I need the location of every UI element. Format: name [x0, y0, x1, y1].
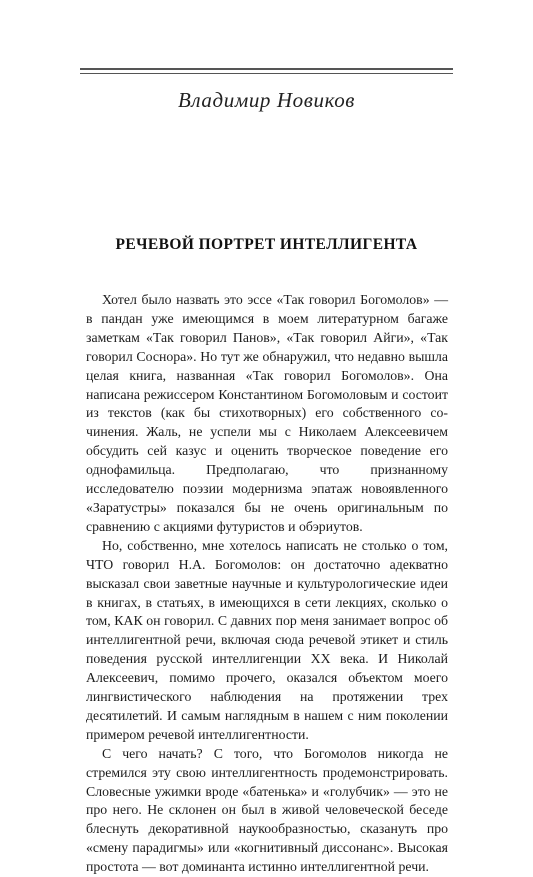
paragraph: Но, собственно, мне хотелось написать не столько о том, ЧТО говорил Н.А. Богомолов: он достаточно адекватно высказал свои заветные научные и культурологические идеи в книгах, в статьях, в имеющихся в сети лекциях, сколько о том, КАК он говорил. С давних пор меня занимает вопрос об интеллигентной речи, включая сюда речевой этикет и стиль поведения русской интеллигенции XX века. И Николай Алексеевич, помимо прочего, оказался объектом моего лингвистического наблюдения на протяжении трех десятилетий. И самым наглядным в нашем с ним поколении примером речевой интеллигентности. — [86, 537, 448, 742]
header-rule-thin — [80, 73, 453, 74]
paragraph: Хотел было назвать это эссе «Так говорил Богомолов» — в пандан уже имеющимся в моем литературном багаже заметкам «Так говорил Панов», «Так говорил Айги», «Так говорил Соснора». Но тут же обнаружил, что недавно вышла целая книга, названная «Так говорил Богомолов». Она написана режиссером Константином Богомоловым и состоит из текстов (как бы стихотворных) его собственного сочинения. Жаль, не успели мы с Николаем Алексеевичем обсудить сей казус и оценить творческое поведение его однофамильца. Предполагаю, что признанному исследователю поэзии модернизма эпатаж новоявленного «Заратустры» показался бы не очень оригинальным по сравнению с акциями футуристов и обэриутов. — [86, 292, 448, 534]
article-body — [86, 291, 448, 877]
paragraph: С чего начать? С того, что Богомолов никогда не стремился эту свою интеллигентность продемонстрировать. Словесные ужимки вроде «батенька» и «голубчик» — это не про него. Не склонен он был в живой человеческой беседе блеснуть декоративной наукообразностью, сказануть про «смену парадигмы» или «когнитивный диссонанс». Высокая простота — вот доминанта истинно интеллигентной речи. — [86, 745, 448, 875]
running-header-author: Владимир Новиков — [177, 88, 356, 112]
article-title: РЕЧЕВОЙ ПОРТРЕТ ИНТЕЛЛИГЕНТА — [115, 236, 418, 253]
header-rule-thick — [80, 68, 453, 70]
